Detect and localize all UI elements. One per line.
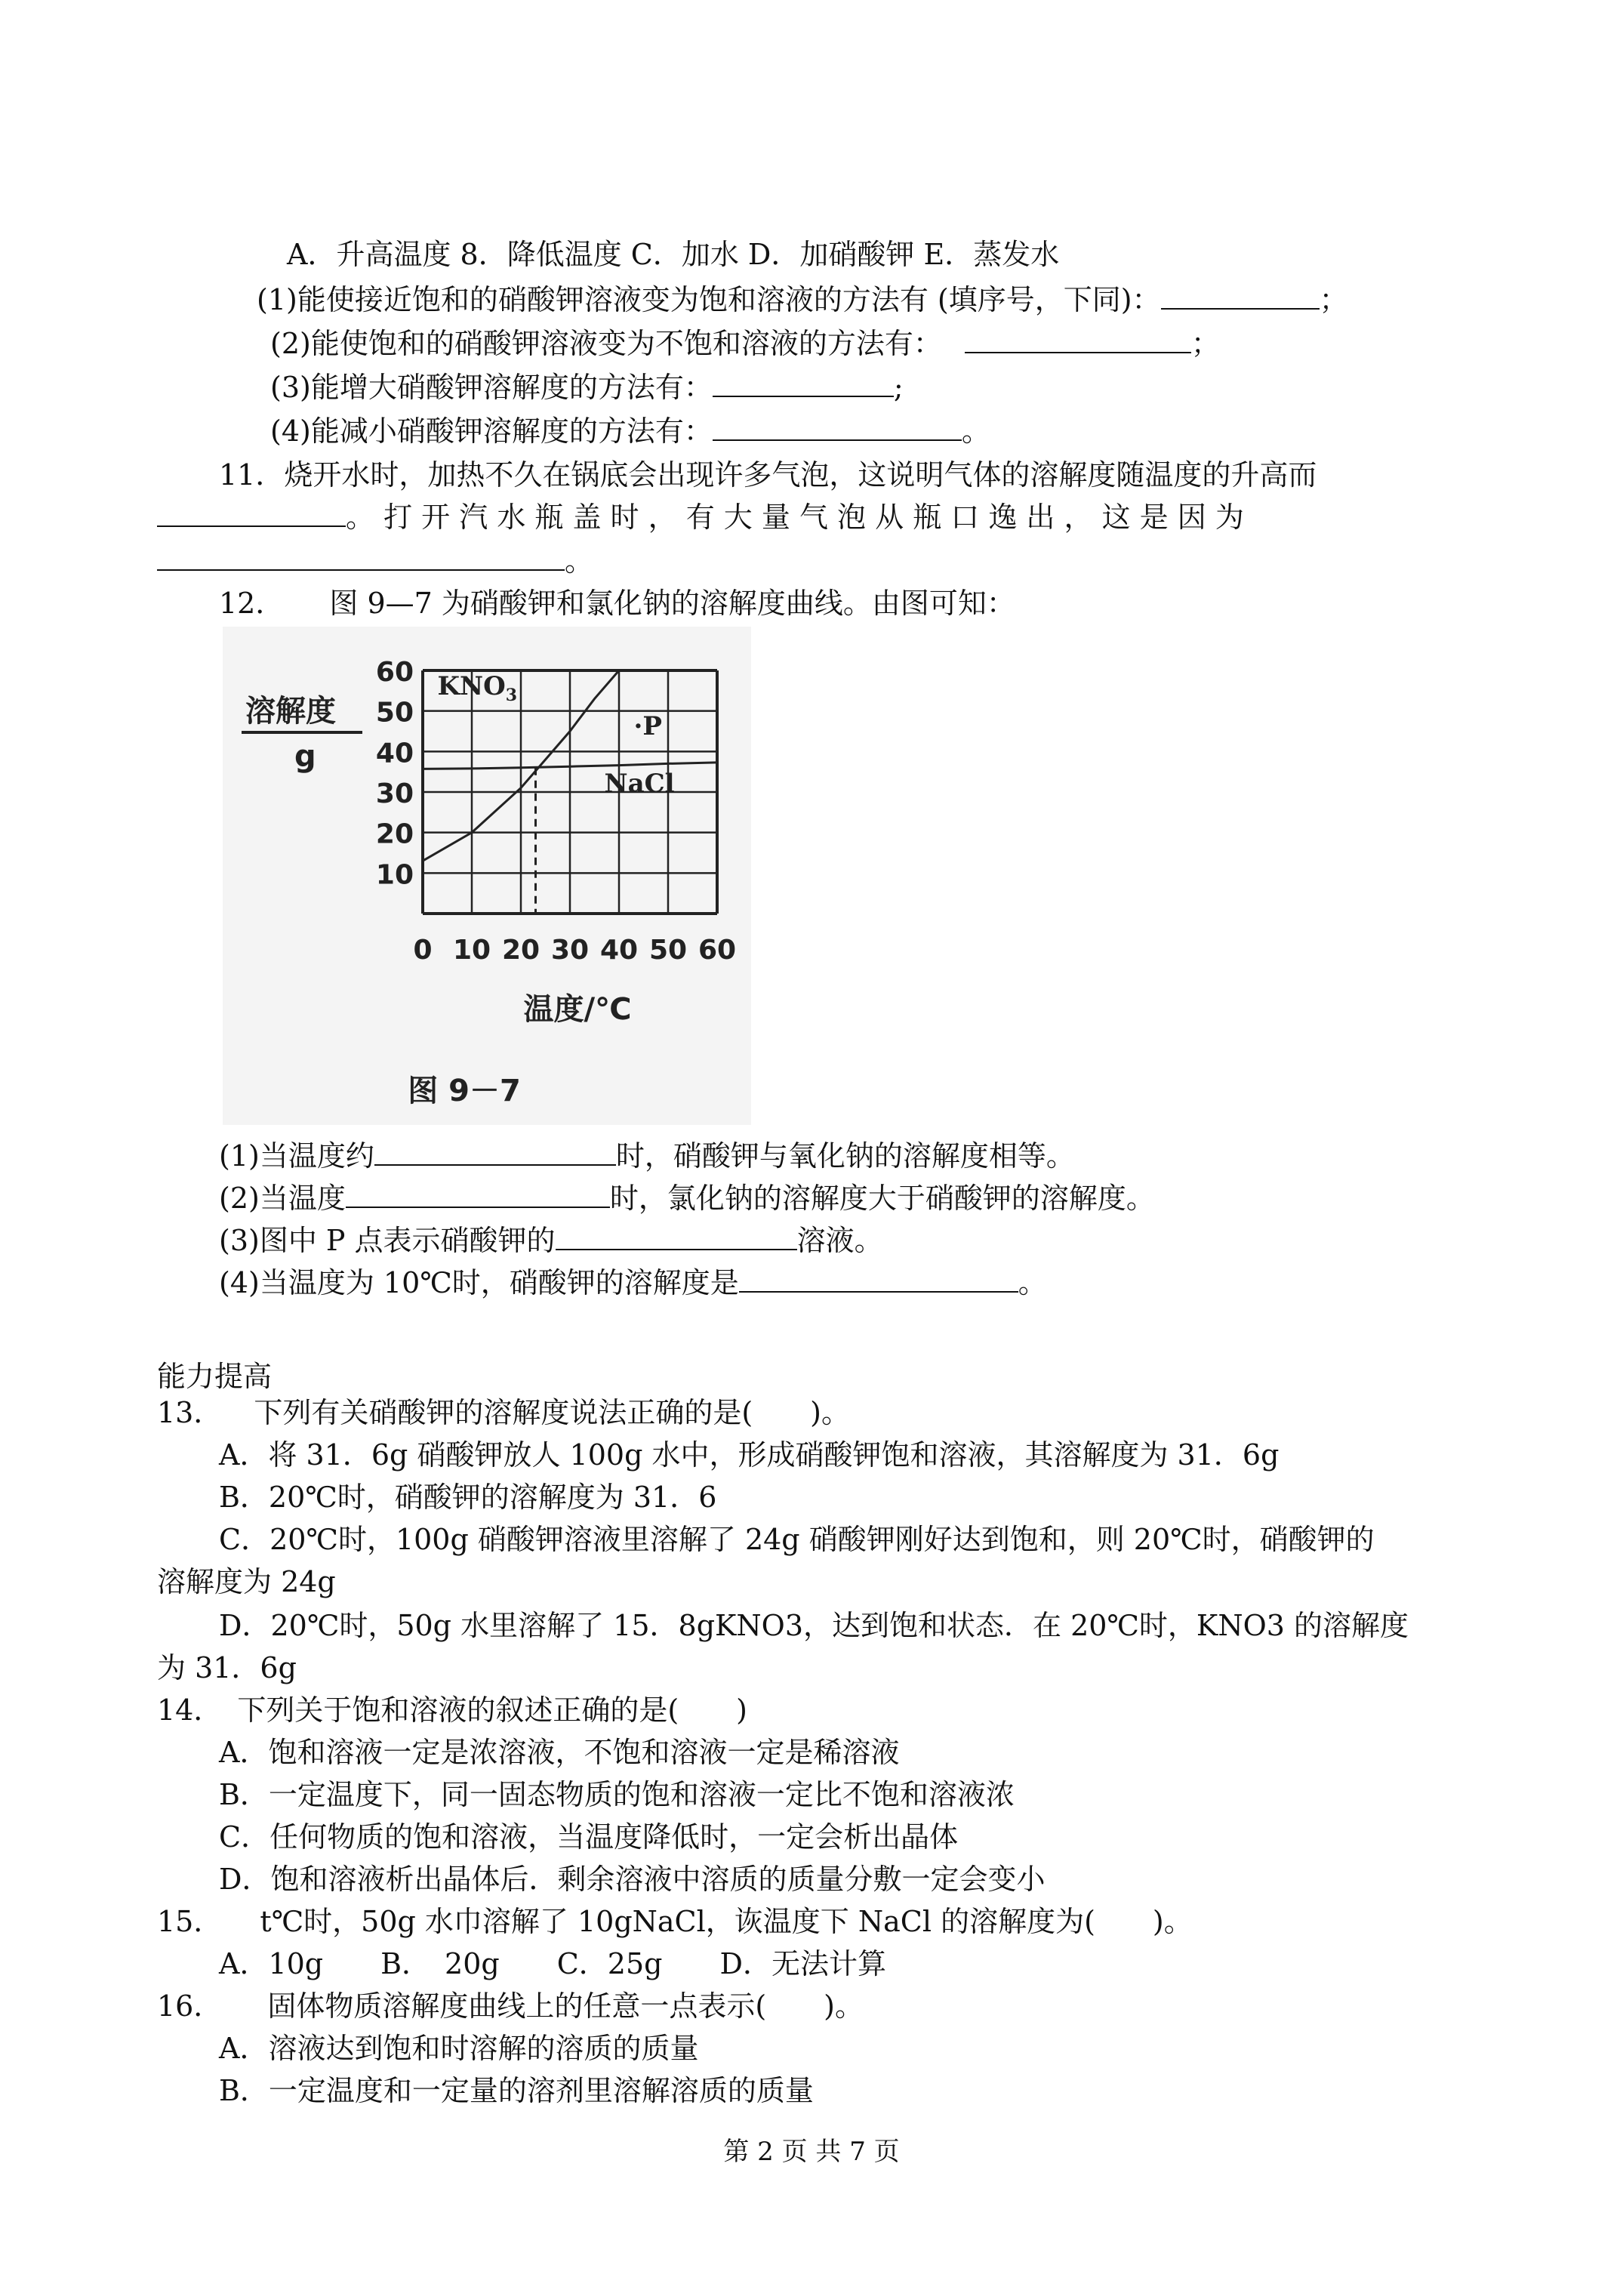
q11-line-1: 11．烧开水时，加热不久在锅底会出现许多气泡，这说明气体的溶解度随温度的升高而 — [219, 458, 1317, 492]
q12-item-1-blank[interactable] — [374, 1139, 616, 1166]
chart-caption: 图 9－7 — [408, 1074, 521, 1108]
q12-text: 图 9—7 为硝酸钾和氯化钠的溶解度曲线。由图可知： — [329, 587, 1015, 620]
q11-blank-1[interactable] — [157, 500, 346, 527]
q10-item-4: (4)能减小硝酸钾溶解度的方法有： 。 — [270, 415, 990, 448]
q10-item-2-blank[interactable] — [965, 326, 1191, 353]
x-tick-label: 0 — [413, 935, 433, 966]
q15-options[interactable]: A．10g B． 20g C．25g D．无法计算 — [219, 1947, 886, 1980]
q13-option-a[interactable]: A．将 31．6g 硝酸钾放人 100g 水中，形成硝酸钾饱和溶液，其溶解度为 31．6g — [219, 1438, 1280, 1472]
x-tick-label: 50 — [648, 935, 688, 966]
q10-item-2-text: (2)能使饱和的硝酸钾溶液变为不饱和溶液的方法有： — [270, 327, 942, 360]
q16-stem: 16． 固体物质溶解度曲线上的任意一点表示( )。 — [157, 1989, 864, 2023]
q15-stem: 15． t℃时，50g 水巾溶解了 10gNaCl，诙温度下 NaCl 的溶解度为( )。 — [157, 1905, 1193, 1938]
x-tick-label: 30 — [550, 935, 590, 966]
q14-option-a[interactable]: A．饱和溶液一定是浓溶液，不饱和溶液一定是稀溶液 — [219, 1736, 900, 1769]
y-tick-label: 20 — [375, 818, 414, 850]
q10-item-3-text: (3)能增大硝酸钾溶解度的方法有： — [270, 371, 713, 404]
series-label-nacl: NaCl — [604, 769, 675, 799]
x-tick-label: 40 — [599, 935, 639, 966]
q12-item-2: (2)当温度 时，氯化钠的溶解度大于硝酸钾的溶解度。 — [219, 1182, 1155, 1215]
section-heading: 能力提高 — [157, 1360, 273, 1393]
q11-blank-2[interactable] — [157, 544, 565, 571]
x-tick-label: 20 — [501, 935, 540, 966]
q10-item-1: (1)能使接近饱和的硝酸钾溶液变为饱和溶液的方法有 (填序号，下同)： ； — [257, 283, 1348, 316]
q12-item-2-blank[interactable] — [346, 1181, 610, 1208]
q13-option-c-cont: 溶解度为 24g — [157, 1565, 336, 1598]
q14-stem: 14． 下列关于饱和溶液的叙述正确的是( ) — [157, 1693, 748, 1727]
q10-item-1-blank[interactable] — [1161, 282, 1320, 310]
q10-item-1-text: (1)能使接近饱和的硝酸钾溶液变为饱和溶液的方法有 (填序号，下同)： — [257, 283, 1161, 316]
q14-option-c[interactable]: C．任何物质的饱和溶液，当温度降低时，一定会析出晶体 — [219, 1820, 959, 1854]
options-line: A．升高温度 8．降低温度 C．加水 D．加硝酸钾 E．蒸发水 — [287, 238, 1060, 271]
q13-option-c[interactable]: C．20℃时，100g 硝酸钾溶液里溶解了 24g 硝酸钾刚好达到饱和，则 20℃时，硝酸钾的 — [219, 1523, 1375, 1556]
chart-ylabel-top: 溶解度 — [245, 694, 336, 729]
q10-item-3-blank[interactable] — [713, 370, 894, 397]
q10-item-3: (3)能增大硝酸钾溶解度的方法有： ; — [270, 371, 904, 404]
q16-option-a[interactable]: A．溶液达到饱和时溶解的溶质的质量 — [219, 2032, 699, 2065]
q13-option-d-cont: 为 31．6g — [157, 1651, 297, 1684]
q16-option-b[interactable]: B．一定温度和一定量的溶剂里溶解溶质的质量 — [219, 2074, 814, 2107]
q11-line-2: 。 打 开 汽 水 瓶 盖 时 ， 有 大 量 气 泡 从 瓶 口 逸 出 ， 这 是 因 为 — [157, 498, 1244, 536]
q12-item-3: (3)图中 P 点表示硝酸钾的 溶液。 — [219, 1224, 883, 1257]
solubility-chart — [223, 627, 751, 1125]
q12-stem — [219, 584, 1015, 622]
y-tick-label: 50 — [375, 697, 414, 729]
q11-line-3: 。 — [157, 542, 593, 580]
chart-xlabel: 温度/℃ — [523, 992, 632, 1027]
series-label-kno3: $KNO_3$ — [437, 671, 518, 706]
y-tick-label: 40 — [375, 738, 414, 769]
q13-option-d[interactable]: D．20℃时，50g 水里溶解了 15．8gKNO3，达到饱和状态．在 20℃时，KNO3 的溶解度 — [219, 1609, 1409, 1642]
q10-item-4-text: (4)能减小硝酸钾溶解度的方法有： — [270, 415, 713, 448]
x-tick-label: 60 — [698, 935, 737, 966]
point-p-label: ·P — [633, 711, 662, 742]
q10-item-4-blank[interactable] — [713, 414, 962, 441]
chart-ylabel-bottom: g — [294, 739, 316, 774]
q12-item-4-blank[interactable] — [739, 1265, 1018, 1293]
q12-item-4: (4)当温度为 10℃时，硝酸钾的溶解度是 。 — [219, 1266, 1047, 1299]
page-footer: 第 2 页 共 7 页 — [723, 2137, 900, 2167]
q14-option-b[interactable]: B．一定温度下，同一固态物质的饱和溶液一定比不饱和溶液浓 — [219, 1778, 1015, 1811]
x-tick-label: 10 — [452, 935, 491, 966]
q14-option-d[interactable]: D．饱和溶液析出晶体后．剩余溶液中溶质的质量分敷一定会变小 — [219, 1863, 1046, 1896]
q13-stem: 13． 下列有关硝酸钾的溶解度说法正确的是( )。 — [157, 1396, 851, 1429]
q13-option-b[interactable]: B．20℃时，硝酸钾的溶解度为 31．6 — [219, 1481, 717, 1514]
y-tick-label: 10 — [375, 859, 414, 891]
q10-item-2: (2)能使饱和的硝酸钾溶液变为不饱和溶液的方法有： ； — [270, 327, 1220, 360]
q12-item-3-blank[interactable] — [556, 1223, 797, 1250]
q12-item-1: (1)当温度约 时，硝酸钾与氧化钠的溶解度相等。 — [219, 1139, 1075, 1173]
q12-number: 12． — [219, 587, 285, 620]
y-tick-label: 60 — [375, 657, 414, 688]
y-tick-label: 30 — [375, 778, 414, 809]
